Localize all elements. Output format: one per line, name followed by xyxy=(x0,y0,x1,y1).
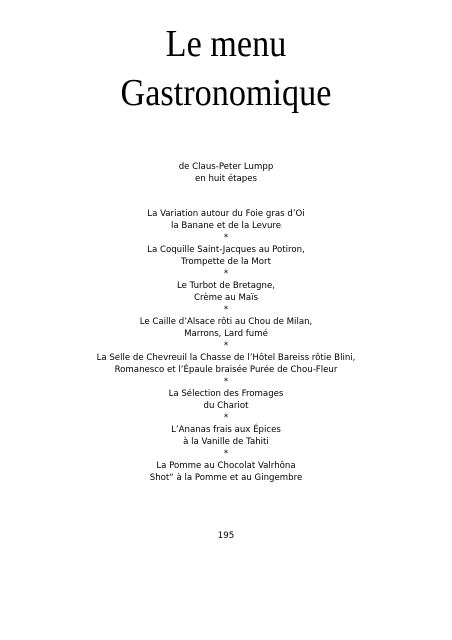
course-separator: * xyxy=(223,269,229,279)
course-line: la Banane et de la Levure xyxy=(170,221,282,231)
course-line: Marrons, Lard fumé xyxy=(184,329,268,339)
course-item xyxy=(0,280,452,304)
course-item xyxy=(0,388,452,412)
course-line: Romanesco et l’Épaule braisée Purée de Chou-Fleur xyxy=(114,365,338,375)
course-separator: * xyxy=(223,377,229,387)
course-line: Shot“ à la Pomme et au Gingembre xyxy=(149,473,303,483)
course-line: La Variation autour du Foie gras d’Oi xyxy=(147,209,305,219)
author-block xyxy=(0,161,452,185)
course-separator: * xyxy=(223,341,229,351)
course-list xyxy=(0,208,452,484)
course-line: du Chariot xyxy=(203,401,249,411)
course-line: Le Caille d’Alsace rôti au Chou de Milan, xyxy=(139,317,313,327)
course-separator: * xyxy=(223,413,229,423)
menu-title-line1: Le menu xyxy=(165,23,287,65)
course-item xyxy=(0,208,452,232)
course-item xyxy=(0,316,452,340)
course-line: La Selle de Chevreuil la Chasse de l’Hôtel Bareiss rôtie Blini, xyxy=(96,353,356,363)
course-separator: * xyxy=(223,233,229,243)
course-item xyxy=(0,352,452,376)
author-line: de Claus-Peter Lumpp xyxy=(178,162,274,172)
course-line: L’Ananas frais aux Épices xyxy=(171,425,281,435)
course-line: à la Vanille de Tahiti xyxy=(183,437,269,447)
subtitle-line: en huit étapes xyxy=(195,174,257,184)
course-item xyxy=(0,460,452,484)
course-separator: * xyxy=(223,305,229,315)
course-line: Trompette de la Mort xyxy=(181,257,271,267)
course-item xyxy=(0,244,452,268)
menu-title-line2: Gastronomique xyxy=(120,72,332,114)
course-line: Le Turbot de Bretagne, xyxy=(177,281,275,291)
course-line: La Pomme au Chocolat Valrhôna xyxy=(156,461,296,471)
course-item xyxy=(0,424,452,448)
course-line: La Coquille Saint-Jacques au Potiron, xyxy=(147,245,305,255)
course-line: La Sélection des Fromages xyxy=(168,389,284,399)
page-number: 195 xyxy=(217,531,235,541)
course-separator: * xyxy=(223,449,229,459)
course-line: Crème au Maïs xyxy=(193,293,258,303)
